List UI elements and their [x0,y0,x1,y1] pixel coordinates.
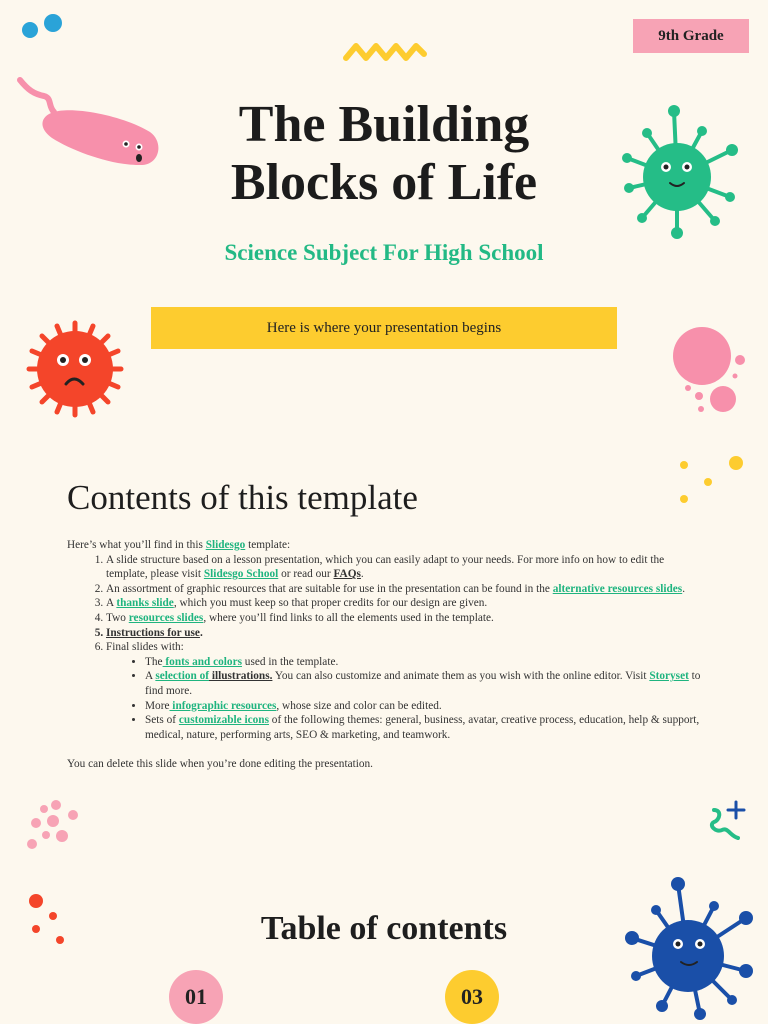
contents-list [67,553,707,743]
toc-number-01: 01 [169,970,223,1024]
infographic-resources-link[interactable]: infographic resources [169,699,277,712]
title-line-2: Blocks of Life [230,154,538,211]
page-title [0,96,768,212]
storyset-link[interactable]: Storyset [649,670,689,683]
illustrations-link[interactable]: illustrations. [209,670,273,683]
list-item: 6. Final slides with: • The fonts and colors used in the template. • A selection of illustrations. You can also customize and animate them as you wish with the online editor. Visit Storyset to find more. • More infographic resources, whose size and color can be edited. • Sets of customizable icons of the following themes: general, business, avatar, creative process, education, help & support, medical, nature, performing arts, SEO & marketing, and teamwork. [106,640,707,742]
sub-list-item: • A selection of illustrations. You can also customize and animate them as you wish with the online editor. Visit Storyset to find more. [145,669,707,698]
contents-body [67,538,707,772]
toc-heading: Table of contents [260,910,508,947]
slidesgo-link[interactable]: Slidesgo [205,539,246,551]
list-item: 4. Two resources slides, where you’ll find links to all the elements used in the template. [106,611,707,626]
selection-link[interactable]: selection of [155,670,210,683]
customizable-icons-link[interactable]: customizable icons [178,714,269,727]
intro-text: Here’s what you’ll find in this Slidesgo template: [67,539,291,551]
list-item: 2. An assortment of graphic resources that are suitable for use in the presentation can be found in the alternative resources slides. [106,582,707,597]
blue-dots-icon [18,12,68,42]
yellow-zigzag-icon [342,40,428,66]
pink-bubbles-icon [668,326,753,418]
thanks-slide-link[interactable]: thanks slide [116,597,174,610]
final-slides-list [106,655,707,743]
yellow-dots-icon [675,452,750,507]
begin-banner: Here is where your presentation begins [151,307,617,349]
pink-dot-cluster-icon [26,798,81,853]
alternative-resources-link[interactable]: alternative resources slides [552,582,683,595]
list-item: 5. Instructions for use. [106,626,707,641]
blue-virus-icon [622,876,757,1021]
sub-list-item: • More infographic resources, whose size and color can be edited. [145,699,707,714]
slidesgo-school-link[interactable]: Slidesgo School [203,568,279,581]
delete-note: You can delete this slide when you’re done editing the presentation. [67,758,373,771]
instructions-link[interactable]: Instructions for use [106,626,200,639]
grade-badge: 9th Grade [633,19,749,53]
title-line-1: The Building [238,96,530,153]
red-germ-icon [26,320,124,418]
faqs-link[interactable]: FAQs [333,568,361,581]
sub-list-item: • The fonts and colors used in the template. [145,655,707,670]
contents-heading: Contents of this template [67,478,418,517]
resources-slides-link[interactable]: resources slides [128,611,204,624]
list-item: 3. A thanks slide, which you must keep so that proper credits for our design are given. [106,596,707,611]
subtitle: Science Subject For High School [224,240,544,265]
green-squiggle-icon [708,800,748,844]
sub-list-item: • Sets of customizable icons of the following themes: general, business, avatar, creative process, education, help & support, medical, nature, performing arts, SEO & marketing, and teamwork. [145,713,707,742]
fonts-colors-link[interactable]: fonts and colors [162,655,242,668]
list-item: 1. A slide structure based on a lesson presentation, which you can easily adapt to your needs. For more info on how to edit the template, please visit Slidesgo School or read our FAQs. [106,553,707,582]
toc-number-03: 03 [445,970,499,1024]
